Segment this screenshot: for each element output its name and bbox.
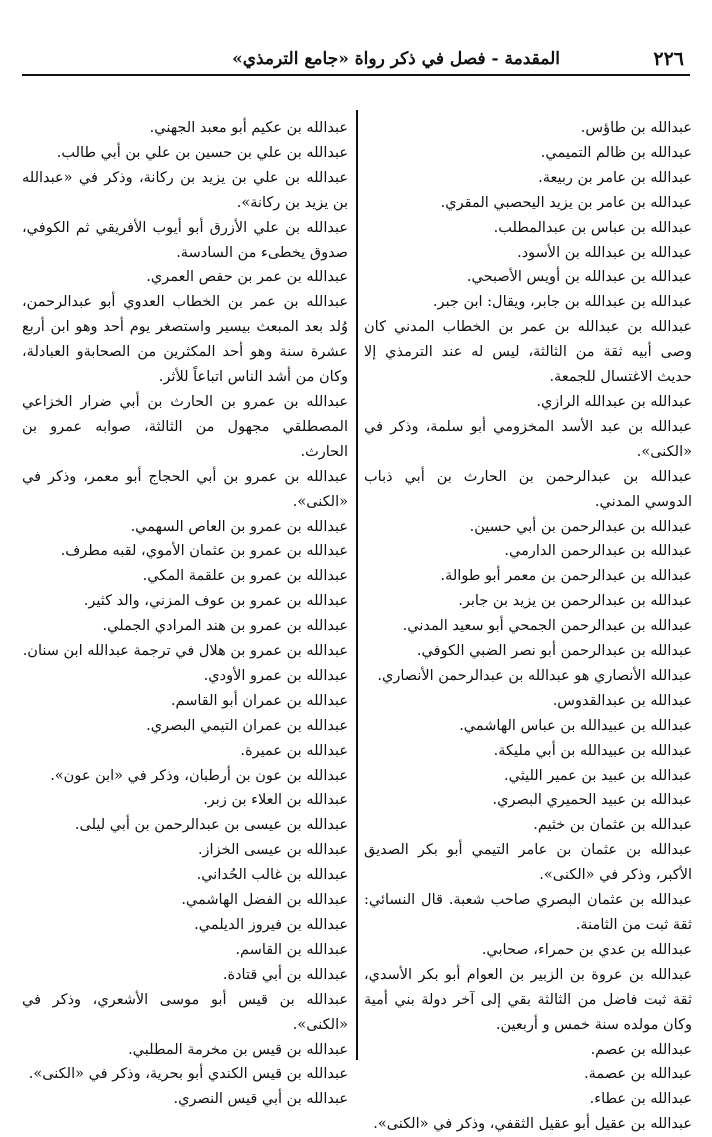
narrator-entry: عبدالله بن عبيدالله بن عباس الهاشمي.: [459, 717, 692, 734]
narrator-entry: عبدالله بن عمر بن حفص العمري.: [146, 269, 348, 286]
narrator-entry: عبدالله بن عمرو بن هند المرادي الجملي.: [102, 618, 348, 635]
narrator-entry: عبدالله بن عصم.: [590, 1041, 692, 1058]
narrator-entry: عبدالله بن عقيل أبو عقيل الثقفي، وذكر في «الكنى».: [373, 1116, 692, 1133]
narrator-entry: عبدالله بن عثمان بن عامر التيمي أبو بكر الصديق الأكبر، وذكر في «الكنى».: [364, 842, 692, 884]
narrator-entry: عبدالله بن علي بن حسين بن علي بن أبي طالب.: [56, 144, 348, 161]
narrator-entry: عبدالله بن عامر بن ربيعة.: [538, 169, 692, 186]
narrator-entry: عبدالله بن عروة بن الزبير بن العوام أبو بكر الأسدي، ثقة ثبت فاضل من الثالثة بقي إلى آخر دولة بني أمية وكان مولده سنة خمس و أربعين.: [364, 966, 692, 1033]
narrator-entry: عبدالله بن عمرو بن العاص السهمي.: [130, 518, 348, 535]
narrator-entry: عبدالله بن عبدالرحمن بن معمر أبو طوالة.: [440, 568, 692, 585]
narrator-entry: عبدالله بن عبيد بن عمير الليثي.: [504, 767, 692, 784]
narrator-entry: عبدالله بن عميرة.: [240, 742, 348, 759]
narrator-entry: عبدالله بن الفضل الهاشمي.: [181, 892, 348, 909]
narrator-entry: عبدالله بن غالب الحُداني.: [196, 867, 348, 884]
narrator-entry: عبدالله بن عباس بن عبدالمطلب.: [493, 219, 692, 236]
narrator-entry: عبدالله بن عثمان بن خثيم.: [533, 817, 692, 834]
narrator-entry: عبدالله بن عكيم أبو معبد الجهني.: [149, 120, 348, 136]
narrator-entry: عبدالله بن عبدالرحمن أبو نصر الضبي الكوفي.: [416, 643, 692, 660]
narrator-entry: عبدالله بن عبدالقدوس.: [552, 692, 692, 709]
narrator-entry: عبدالله بن عمرو بن الحارث بن أبي ضرار الخزاعي المصطلقي مجهول من الثالثة، صوابه عمرو بن الحارث.: [22, 393, 348, 460]
page-header: [22, 44, 690, 76]
narrator-entry: عبدالله بن قيس الكندي أبو بحرية، وذكر في «الكنى».: [28, 1066, 348, 1083]
narrator-entry: عبدالله بن عمرو بن عوف المزني، والد كثير.: [83, 593, 348, 610]
narrator-entry: عبدالله بن عيسى الخزاز.: [197, 842, 348, 859]
narrator-entry: عبدالله بن العلاء بن زبر.: [203, 792, 348, 809]
narrator-entry: عبدالله بن عمران أبو القاسم.: [170, 692, 348, 709]
narrator-entry: عبدالله الأنصاري هو عبدالله بن عبدالرحمن الأنصاري.: [377, 667, 692, 684]
narrator-entry: عبدالله بن عبدالرحمن بن أبي حسين.: [469, 518, 692, 535]
narrator-entry: عبدالله بن عبيدالله بن أبي مليكة.: [493, 742, 692, 759]
narrator-entry: عبدالله بن عمرو بن أبي الحجاج أبو معمر، وذكر في «الكنى».: [22, 468, 348, 510]
narrator-entry: عبدالله بن فيروز الديلمي.: [194, 917, 348, 933]
narrator-entry: عبدالله بن عبد الأسد المخزومي أبو سلمة، وذكر في «الكنى».: [364, 418, 692, 460]
narrator-entry: عبدالله بن عطاء.: [589, 1091, 692, 1108]
narrator-entry: عبدالله بن عبدالرحمن الدارمي.: [504, 543, 692, 560]
narrator-entry: عبدالله بن طاؤس.: [580, 120, 692, 136]
narrator-entry: عبدالله بن عبدالله الرازي.: [536, 393, 692, 410]
narrator-entry: عبدالله بن قيس بن مخرمة المطلبي.: [128, 1041, 348, 1058]
narrator-entry: عبدالله بن علي الأزرق أبو أيوب الأفريقي ثم الكوفي، صدوق يخطىء من السادسة.: [22, 219, 348, 261]
narrator-entry: عبدالله بن عمرو بن عثمان الأموي، لقبه مطرف.: [60, 543, 348, 560]
narrator-entry: عبدالله بن عمرو بن هلال في ترجمة عبدالله ابن سنان.: [22, 643, 348, 660]
column-divider: [356, 110, 358, 1060]
narrator-entry: عبدالله بن القاسم.: [235, 941, 348, 958]
page-number: ٢٢٦: [653, 48, 684, 70]
narrator-entry: عبدالله بن عيسى بن عبدالرحمن بن أبي ليلى.: [74, 817, 348, 834]
narrator-entry: عبدالله بن عمرو الأودي.: [203, 667, 348, 684]
narrator-entry: عبدالله بن علي بن يزيد بن ركانة، وذكر في «عبدالله بن يزيد بن ركانة».: [22, 169, 348, 211]
narrator-entry: عبدالله بن عبدالله بن الأسود.: [517, 244, 692, 261]
right-column: [364, 116, 692, 1137]
narrator-entry: عبدالله بن عبيد الحميري البصري.: [492, 792, 692, 809]
narrator-entry: عبدالله بن عون بن أرطبان، وذكر في «ابن عون».: [50, 767, 348, 784]
narrator-entry: عبدالله بن عمران التيمي البصري.: [146, 717, 348, 734]
narrator-entry: عبدالله بن عصمة.: [584, 1066, 692, 1083]
narrator-entry: عبدالله بن عامر بن يزيد اليحصبي المقري.: [440, 194, 692, 211]
narrator-entry: عبدالله بن عبدالله بن أويس الأصبحي.: [466, 269, 692, 286]
narrator-entry: عبدالله بن عبدالرحمن بن الحارث بن أبي ذباب الدوسي المدني.: [364, 468, 692, 510]
narrator-entry: عبدالله بن عدي بن حمراء، صحابي.: [481, 941, 692, 958]
narrator-entry: عبدالله بن عمرو بن علقمة المكي.: [142, 568, 348, 585]
narrator-entry: عبدالله بن عبدالله بن جابر، ويقال: ابن جبر.: [432, 294, 692, 311]
narrator-entry: عبدالله بن ظالم التميمي.: [540, 144, 692, 161]
running-title: المقدمة - فصل في ذكر رواة «جامع الترمذي»: [232, 49, 560, 69]
narrator-entry: عبدالله بن عبدالله بن عمر بن الخطاب المدني كان وصى أبيه ثقة من الثالثة، ليس له عند الترمذي إلا حديث الاغتسال للجمعة.: [364, 319, 692, 386]
narrator-entry: عبدالله بن عثمان البصري صاحب شعبة. قال النسائي: ثقة ثبت من الثامنة.: [364, 892, 692, 933]
narrator-entry: عبدالله بن أبي قتادة.: [222, 966, 348, 983]
narrator-entry: عبدالله بن قيس أبو موسى الأشعري، وذكر في «الكنى».: [22, 991, 348, 1033]
narrator-entry: عبدالله بن أبي قيس النصري.: [173, 1091, 348, 1108]
narrator-entry: عبدالله بن عبدالرحمن الجمحي أبو سعيد المدني.: [402, 618, 692, 635]
narrator-entry: عبدالله بن عبدالرحمن بن يزيد بن جابر.: [458, 593, 692, 610]
narrator-entry: عبدالله بن عمر بن الخطاب العدوي أبو عبدالرحمن، وُلد بعد المبعث بيسير واستصغر يوم أحد وهو ابن أربع عشرة سنة وهو أحد المكثرين من الصحابةو العبادلة، وكان من أشد الناس اتباعاً للأثر.: [22, 294, 348, 386]
left-column: [22, 116, 348, 1112]
